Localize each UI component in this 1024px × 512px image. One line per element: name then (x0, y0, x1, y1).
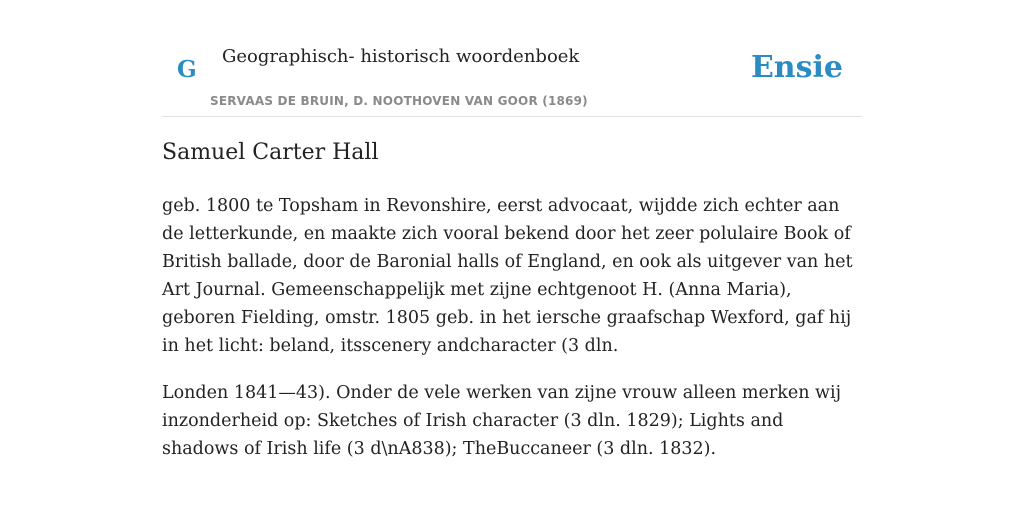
ensie-logo[interactable]: Ensie (750, 50, 843, 85)
entry-body (162, 192, 862, 482)
entry-paragraph: geb. 1800 te Topsham in Revonshire, eerst advocaat, wijdde zich echter aan de letterkunde, en maakte zich vooral bekend door het zeer polulaire Book of British ballade, door de Baronial halls of England, en ook als uitgever van het Art Journal. Gemeenschappelijk met zijne echtgenoot H. (Anna Maria), geboren Fielding, omstr. 1805 geb. in het iersche graafschap Wexford, gaf hij in het licht: beland, itsscenery andcharacter (3 dln. (162, 196, 853, 356)
book-author: SERVAAS DE BRUIN, D. NOOTHOVEN VAN GOOR (1869) (210, 94, 588, 108)
book-header (162, 40, 862, 117)
entry-paragraph: Londen 1841—43). Onder de vele werken van zijne vrouw alleen merken wij inzonderheid op: Sketches of Irish character (3 dln. 1829); Lights and shadows of Irish life (3 d\nA838); TheBuccaneer (3 dln. 1832). (162, 383, 842, 459)
book-title-link[interactable]: Geographisch- historisch woordenboek (222, 46, 580, 67)
entry-title: Samuel Carter Hall (162, 140, 379, 165)
book-letter-badge[interactable]: G (177, 56, 197, 83)
